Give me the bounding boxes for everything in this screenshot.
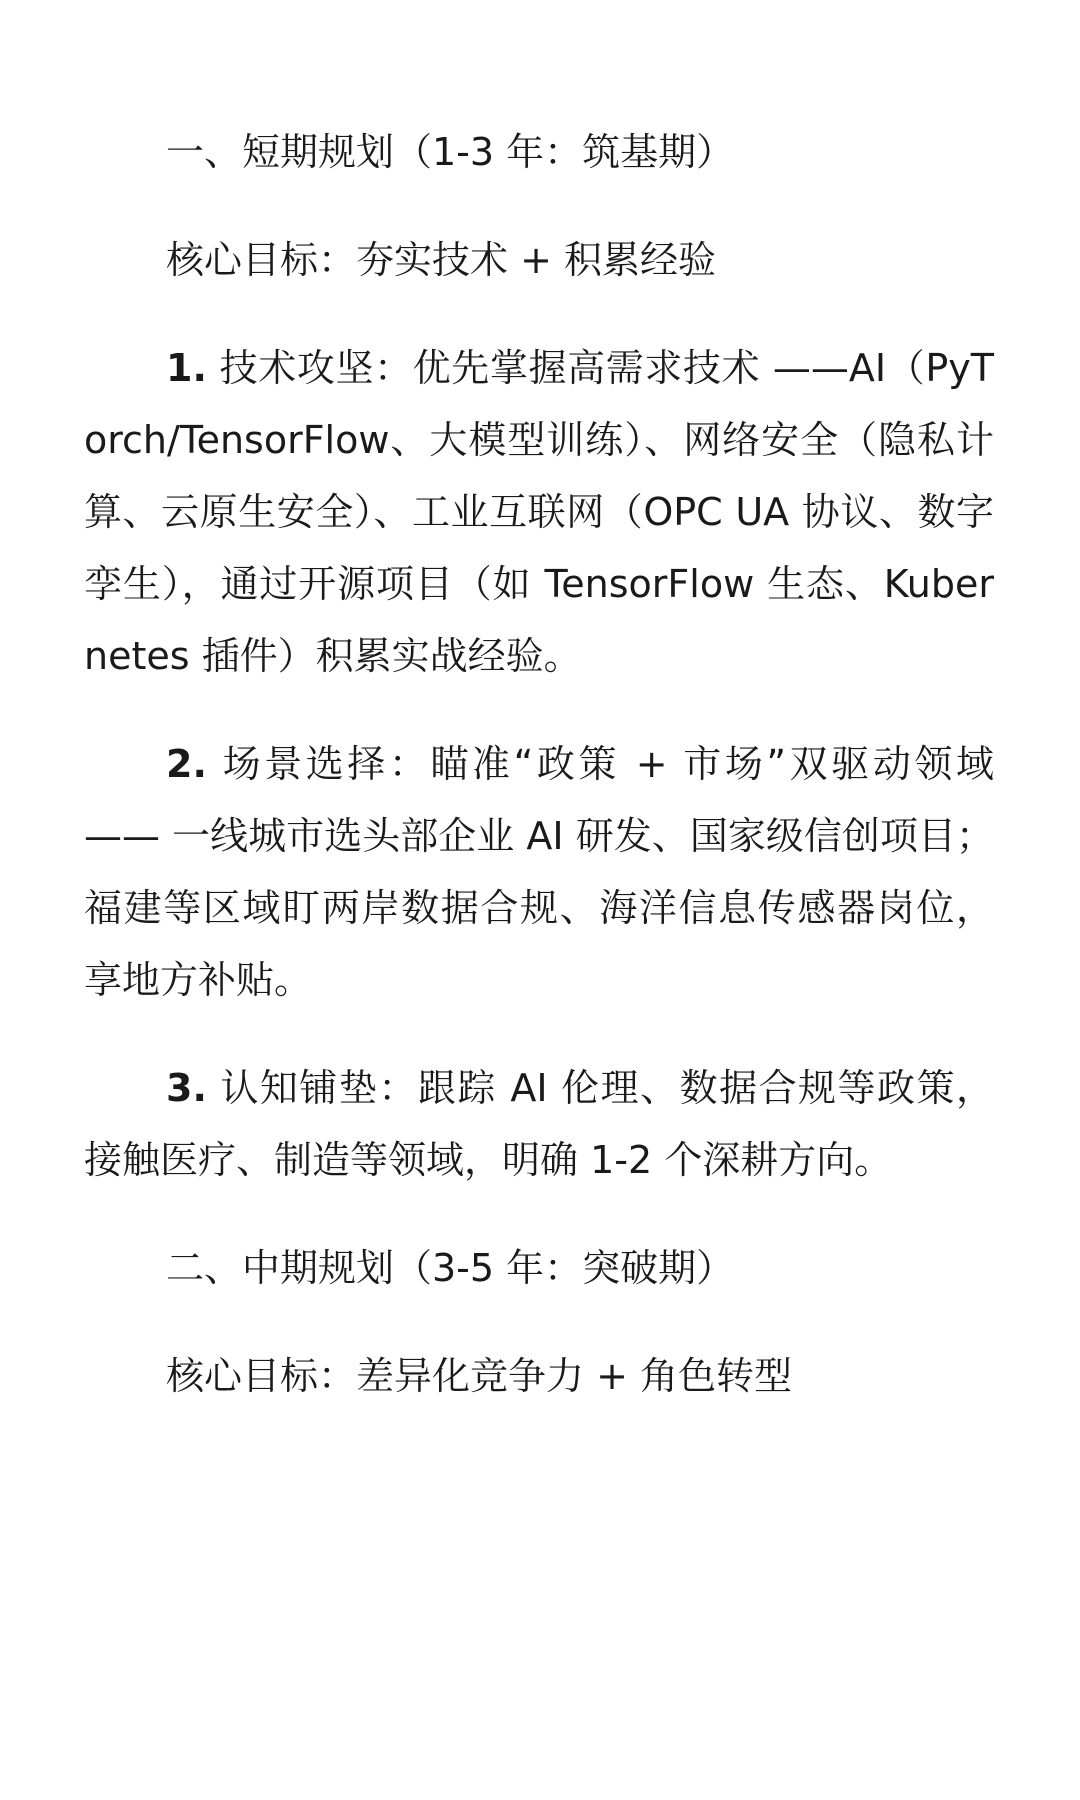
- item-number: 3.: [166, 1066, 207, 1110]
- item-number: 2.: [166, 742, 207, 786]
- section2-heading: 二、中期规划（3-5 年：突破期）: [166, 1246, 735, 1290]
- item-number: 1.: [166, 346, 207, 390]
- section1-item-3: [84, 1052, 994, 1196]
- item-text: 技术攻坚：优先掌握高需求技术 ——AI（PyTorch/TensorFlow、大模型训练）、网络安全（隐私计算、云原生安全）、工业互联网（OPC UA 协议、数字孪生），通过开源项目（如 TensorFlow 生态、Kubernetes 插件）积累实战经验。: [84, 346, 994, 678]
- section1-item-1: [84, 332, 994, 692]
- item-text: 认知铺垫：跟踪 AI 伦理、数据合规等政策，接触医疗、制造等领域，明确 1-2 个深耕方向。: [84, 1066, 994, 1182]
- section2-core-goal: 核心目标：差异化竞争力 + 角色转型: [166, 1354, 792, 1398]
- document-body: [84, 116, 994, 1412]
- section1-item-2: [84, 728, 994, 1016]
- section1-heading: 一、短期规划（1-3 年：筑基期）: [166, 130, 735, 174]
- section1-core-goal: 核心目标：夯实技术 + 积累经验: [166, 238, 716, 282]
- item-text: 场景选择：瞄准“政策 + 市场”双驱动领域 —— 一线城市选头部企业 AI 研发、国家级信创项目；福建等区域盯两岸数据合规、海洋信息传感器岗位，享地方补贴。: [84, 742, 994, 1002]
